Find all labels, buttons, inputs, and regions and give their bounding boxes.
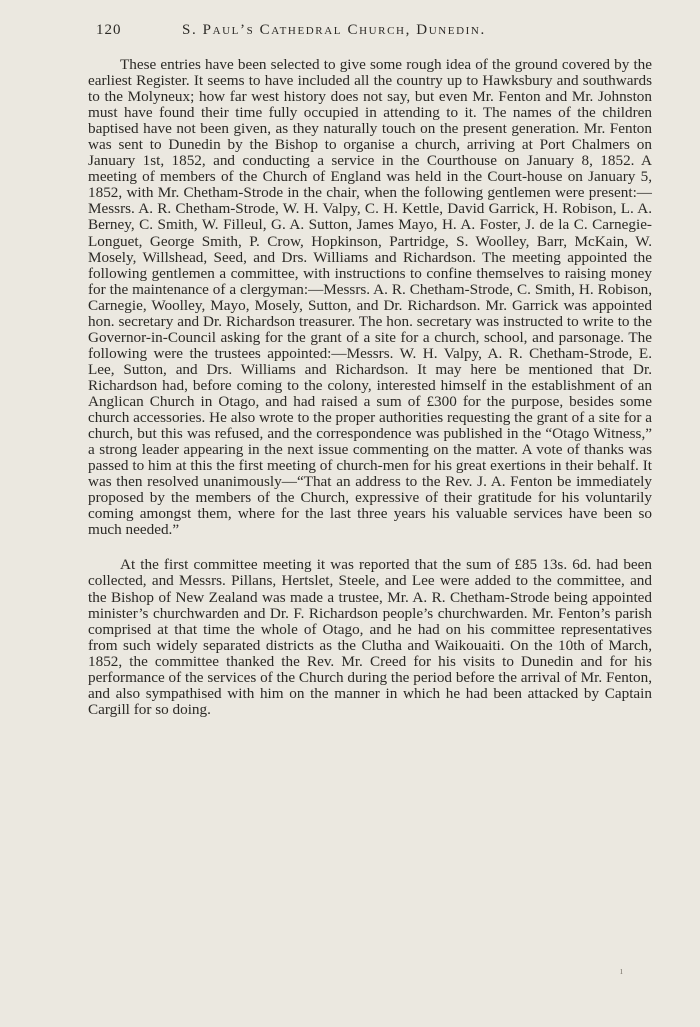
paragraph-2: At the first committee meeting it was reported that the sum of £85 13s. 6d. had been collected, and Messrs. Pillans, Hertslet, Steele, and Lee were added to the committee, and the Bishop of New Zealand was made a trustee, Mr. A. R. Chetham-Strode being appointed minister’s churchwarden and Dr. F. Richardson people’s churchwarden. Mr. Fenton’s parish comprised at that time the whole of Otago, and he had on his committee representatives from such widely separated districts as the Clutha and Waikouaiti. On the 10th of March, 1852, the committee thanked the Rev. Mr. Creed for his visits to Dunedin and for his performance of the services of the Church during the period before the arrival of Mr. Fenton, and also sympathised with him on the manner in which he had been attacked by Captain Cargill for so doing. <box>88 556 652 718</box>
scan-mark: ı <box>620 966 623 977</box>
body-text <box>88 57 652 718</box>
page-header <box>96 22 566 44</box>
running-title: S. Paul’s Cathedral Church, Dunedin. <box>182 22 486 38</box>
paragraph-1: These entries have been selected to give some rough idea of the ground covered by the earliest Register. It seems to have included all the country up to Hawksbury and southwards to the Molyneux; how far west history does not say, but even Mr. Fenton and Mr. Johnston must have found their time fully occupied in attending to it. The names of the children baptised have not been given, as they naturally touch on the present generation. Mr. Fenton was sent to Dunedin by the Bishop to organise a church, arriving at Port Chalmers on January 1st, 1852, and conducting a service in the Courthouse on January 8, 1852. A meeting of members of the Church of England was held in the Court-house on January 5, 1852, with Mr. Chetham-Strode in the chair, when the following gentlemen were present:—Messrs. A. R. Chetham-Strode, W. H. Valpy, C. H. Kettle, David Garrick, H. Robison, L. A. Berney, C. Smith, W. Filleul, G. A. Sutton, James Mayo, H. A. Foster, J. de la C. Carnegie-Longuet, George Smith, P. Crow, Hopkinson, Partridge, S. Woolley, Barr, McKain, W. Mosely, Willshead, Seed, and Drs. Williams and Richardson. The meeting appointed the following gentlemen a committee, with instructions to confine themselves to raising money for the maintenance of a clergyman:—Messrs. A. R. Chetham-Strode, C. Smith, H. Robison, Carnegie, Woolley, Mayo, Mosely, Sutton, and Dr. Richardson. Mr. Garrick was appointed hon. secretary and Dr. Richardson treasurer. The hon. secretary was instructed to write to the Governor-in-Council asking for the grant of a site for a church, school, and parsonage. The following were the trustees appointed:—Messrs. W. H. Valpy, A. R. Chetham-Strode, E. Lee, Sutton, and Drs. Williams and Richardson. It may here be mentioned that Dr. Richardson had, before coming to the colony, interested himself in the establishment of an Anglican Church in Otago, and had raised a sum of £300 for the purpose, besides some church accessories. He also wrote to the proper authorities requesting the grant of a site for a church, but this was refused, and the correspondence was published in the “Otago Witness,” a strong leader appearing in the next issue commenting on the matter. A vote of thanks was passed to him at this the first meeting of church-men for his great exertions in their behalf. It was then resolved unanimously—“That an address to the Rev. J. A. Fenton be immediately proposed by the members of the Church, expressive of their gratitude for his voluntarily coming amongst them, where for the last three years his valuable services have been so much needed.” <box>88 56 652 539</box>
page-number: 120 <box>96 22 122 38</box>
